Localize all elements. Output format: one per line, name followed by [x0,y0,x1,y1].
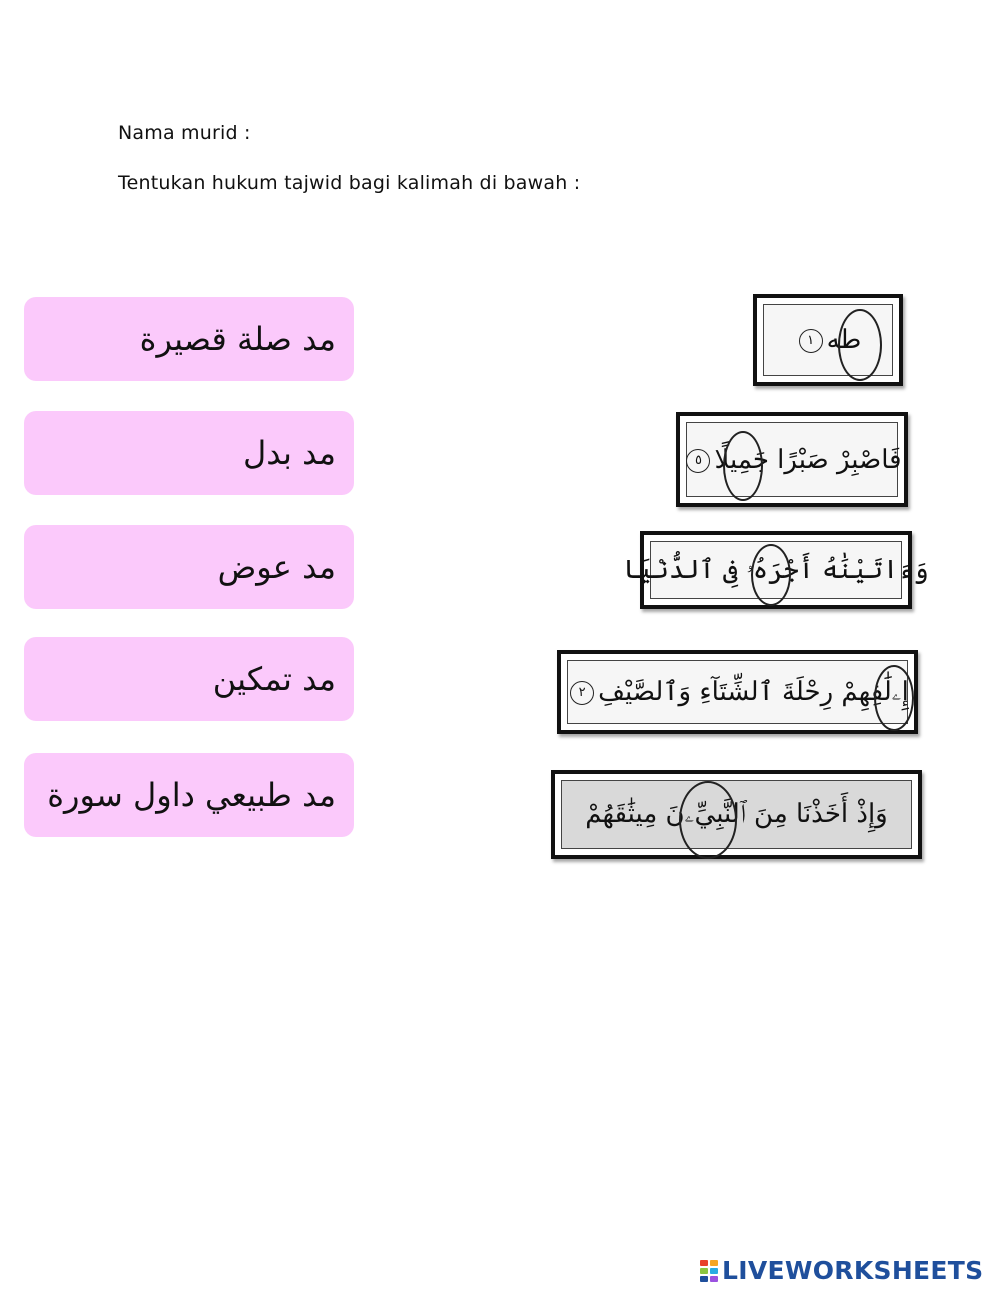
option-label: مد عوض [217,548,336,586]
highlight-circle [838,309,882,381]
verse-card-1[interactable] [753,294,903,386]
instruction-text: Tentukan hukum tajwid bagi kalimah di bawah : [118,172,581,194]
ayah-number: ٥ [686,449,710,473]
highlight-circle [751,544,791,606]
verse-text: إِۦلَٰفِهِمْ رِحْلَةَ ٱلشِّتَآءِ وَٱلصَّيْفِ [598,676,909,707]
highlight-circle [679,781,737,859]
option-label: مد صلة قصيرة [139,320,336,358]
verse-card-2[interactable] [676,412,908,507]
student-name-label: Nama murid : [118,122,251,144]
verse-card-5[interactable] [551,770,922,859]
ayah-number: ٢ [570,681,594,705]
verse-image [686,422,902,497]
option-label: مد بدل [242,434,336,472]
option-mad-iwad[interactable] [24,525,354,609]
ayah-number: ١ [799,329,823,353]
option-mad-silah-qasirah[interactable] [24,297,354,381]
option-mad-tamkin[interactable] [24,637,354,721]
verse-text: وَءَاتَيْنَٰهُ أَجْرَهُۥ فِى ٱلدُّنْيَا [623,554,929,585]
verse-text: وَإِذْ أَخَذْنَا مِنَ ٱلنَّبِيِّۦنَ مِيثَٰقَهُمْ [585,799,888,829]
logo-text: LIVEWORKSHEETS [722,1256,984,1285]
verse-image [567,660,908,724]
verse-text: طه [826,325,862,355]
verse-text: فَاصْبِرْ صَبْرًا جَمِيلًا [714,444,902,475]
liveworksheets-logo [700,1256,983,1285]
logo-mark-icon [700,1260,718,1282]
verse-image [561,780,912,849]
highlight-circle [723,431,763,501]
verse-card-3[interactable] [623,531,929,609]
highlight-circle [874,665,914,731]
option-label: مد طبيعي داول سورة [47,776,336,814]
verse-image [763,304,893,376]
option-mad-badal[interactable] [24,411,354,495]
option-label: مد تمكين [212,660,336,698]
verse-image [623,541,929,599]
option-mad-tabii-awal-surah[interactable] [24,753,354,837]
verse-card-4[interactable] [557,650,918,734]
